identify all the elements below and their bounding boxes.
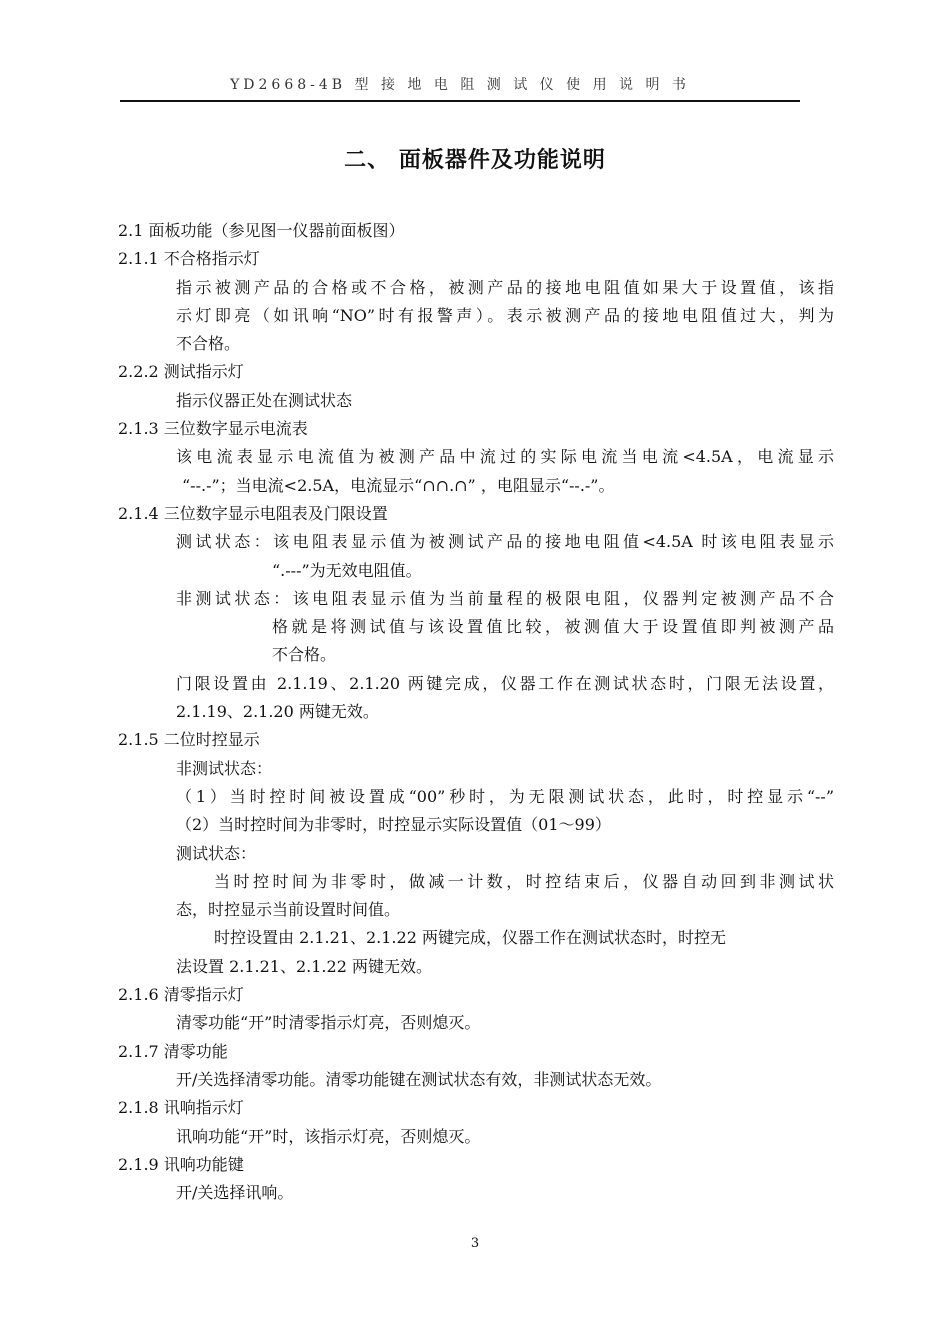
paragraph-line: 不合格。: [272, 645, 337, 665]
paragraph-line: 清零功能“开”时清零指示灯亮，否则熄灭。: [176, 1013, 481, 1033]
paragraph-line: 讯响功能“开”时，该指示灯亮，否则熄灭。: [176, 1126, 481, 1146]
paragraph-line: “--.-”；当电流<2.5A，电流显示“∩∩.∩” ，电阻显示“--.-”。: [182, 475, 615, 495]
running-header: YD2668-4B 型 接 地 电 阻 测 试 仪 使 用 说 明 书: [230, 77, 690, 93]
paragraph-line: 开/关选择清零功能。清零功能键在测试状态有效，非测试状态无效。: [176, 1069, 662, 1089]
paragraph-line: 不合格。: [176, 334, 241, 354]
heading-2-1-1: 2.1.1 不合格指示灯: [118, 249, 260, 269]
heading-2-1-6: 2.1.6 清零指示灯: [118, 985, 244, 1005]
paragraph-line: “.---”为无效电阻值。: [272, 560, 422, 580]
paragraph-line: 态，时控显示当前设置时间值。: [176, 900, 401, 920]
paragraph-line: 法设置 2.1.21、2.1.22 两键无效。: [176, 956, 432, 976]
paragraph-line: 测试状态：该电阻表显示值为被测试产品的接地电阻值<4.5A 时该电阻表显示: [176, 532, 834, 552]
body-text: [118, 217, 834, 1207]
paragraph-line: （1）当时控时间被设置成“00”秒时，为无限测试状态，此时，时控显示“--”: [176, 786, 834, 806]
heading-2-1-9: 2.1.9 讯响功能键: [118, 1154, 244, 1174]
header-rule: [120, 100, 800, 102]
paragraph-line: （2）当时控时间为非零时，时控显示实际设置值（01～99）: [176, 815, 611, 835]
paragraph-line: 非测试状态：: [176, 758, 273, 778]
heading-2-1-5: 2.1.5 二位时控显示: [118, 730, 260, 750]
page-number: 3: [470, 1236, 480, 1251]
paragraph-line: 时控设置由 2.1.21、2.1.22 两键完成，仪器工作在测试状态时，时控无: [214, 928, 726, 948]
paragraph-line: 非测试状态：该电阻表显示值为当前量程的极限电阻，仪器判定被测产品不合: [176, 588, 834, 608]
paragraph-line: 指示被测产品的合格或不合格，被测产品的接地电阻值如果大于设置值，该指: [176, 277, 834, 297]
paragraph-line: 格就是将测试值与该设置值比较，被测值大于设置值即判被测产品: [272, 617, 834, 637]
paragraph-line: 2.1.19、2.1.20 两键无效。: [176, 702, 379, 722]
heading-2-1: 2.1 面板功能（参见图一仪器前面板图）: [118, 221, 405, 240]
heading-2-1-3: 2.1.3 三位数字显示电流表: [118, 419, 308, 439]
section-title: 二、 面板器件及功能说明: [344, 148, 606, 173]
paragraph-line: 指示仪器正处在测试状态: [176, 390, 353, 410]
heading-2-1-4: 2.1.4 三位数字显示电阻表及门限设置: [118, 503, 388, 523]
heading-2-2-2: 2.2.2 测试指示灯: [118, 362, 244, 382]
paragraph-line: 门限设置由 2.1.19、2.1.20 两键完成，仪器工作在测试状态时，门限无法设置，: [176, 673, 834, 693]
heading-2-1-8: 2.1.8 讯响指示灯: [118, 1098, 244, 1118]
paragraph-line: 开/关选择讯响。: [176, 1183, 294, 1203]
paragraph-line: 示灯即亮（如讯响“NO”时有报警声）。表示被测产品的接地电阻值过大，判为: [176, 305, 834, 325]
paragraph-line: 当时控时间为非零时，做减一计数，时控结束后，仪器自动回到非测试状: [214, 871, 834, 891]
paragraph-line: 该电流表显示电流值为被测产品中流过的实际电流当电流<4.5A，电流显示: [176, 447, 834, 467]
paragraph-line: 测试状态：: [176, 843, 257, 863]
heading-2-1-7: 2.1.7 清零功能: [118, 1041, 228, 1061]
